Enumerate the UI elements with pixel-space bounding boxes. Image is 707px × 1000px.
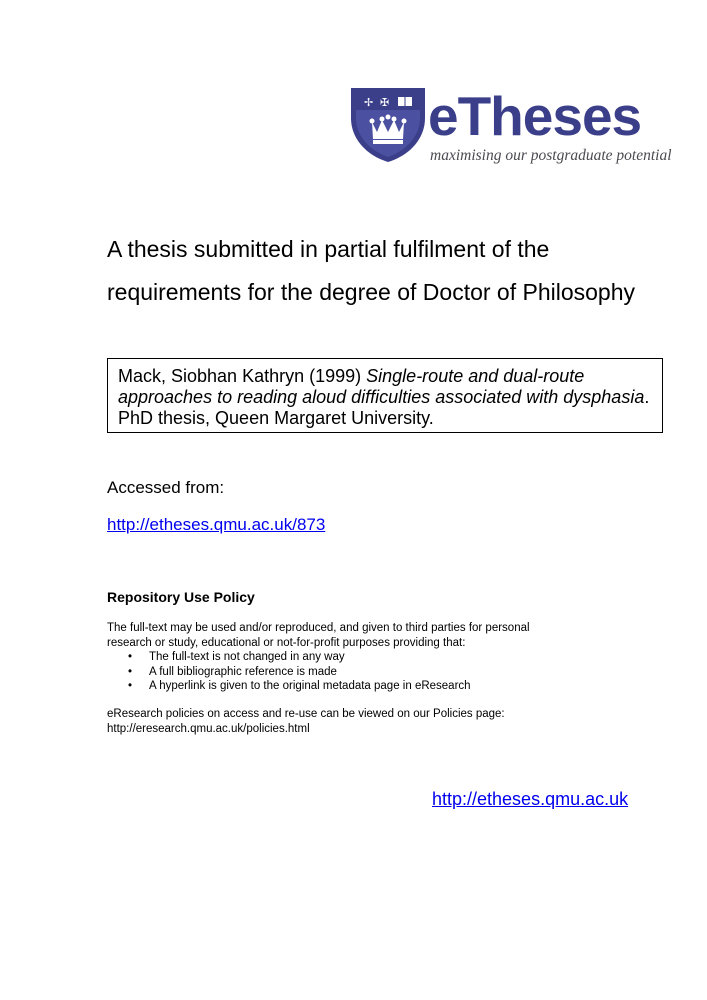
bullet-icon: • [128, 680, 133, 693]
thesis-statement-line: requirements for the degree of Doctor of Philosophy [107, 279, 636, 305]
bullet-icon: • [128, 651, 133, 664]
list-item [128, 679, 577, 694]
policy-condition: A full bibliographic reference is made [149, 665, 337, 678]
logo-tagline: maximising our postgraduate potential [430, 147, 672, 164]
etheses-logo [348, 84, 678, 166]
shield-crest-icon [348, 84, 428, 164]
policy-condition: The full-text is not changed in any way [149, 651, 345, 664]
bullet-icon: • [128, 665, 133, 678]
citation-box [107, 358, 663, 433]
svg-text:✠: ✠ [380, 96, 390, 109]
thesis-statement [107, 228, 677, 314]
policy-conditions-list [107, 650, 577, 694]
citation-author-year: Mack, Siobhan Kathryn (1999) [118, 366, 362, 386]
list-item [128, 650, 577, 665]
policy-intro-line: research or study, educational or not-for-profit purposes providing that: [107, 636, 466, 649]
policy-reuse [107, 707, 577, 736]
policy-body [107, 621, 577, 694]
list-item [128, 665, 577, 680]
repository-home-link[interactable]: http://etheses.qmu.ac.uk [432, 789, 629, 809]
policy-condition: A hyperlink is given to the original metadata page in eResearch [149, 680, 471, 693]
citation-title: Single-route and dual-route approaches to reading aloud difficulties associated with dysphasia [118, 366, 645, 407]
policy-reuse-url: http://eresearch.qmu.ac.uk/policies.html [107, 722, 310, 735]
thesis-statement-line: A thesis submitted in partial fulfilment of the [107, 236, 550, 262]
logo-wordmark: eTheses [428, 85, 642, 147]
citation-suffix: . PhD thesis, Queen Margaret University. [118, 387, 650, 428]
policy-heading: Repository Use Policy [107, 589, 255, 605]
record-url-link[interactable]: http://etheses.qmu.ac.uk/873 [107, 515, 326, 534]
accessed-from-label: Accessed from: [107, 478, 225, 497]
policy-intro-line: The full-text may be used and/or reproduced, and given to third parties for personal [107, 622, 530, 634]
svg-text:✢: ✢ [364, 96, 374, 109]
policy-reuse-line: eResearch policies on access and re-use can be viewed on our Policies page: [107, 708, 505, 720]
